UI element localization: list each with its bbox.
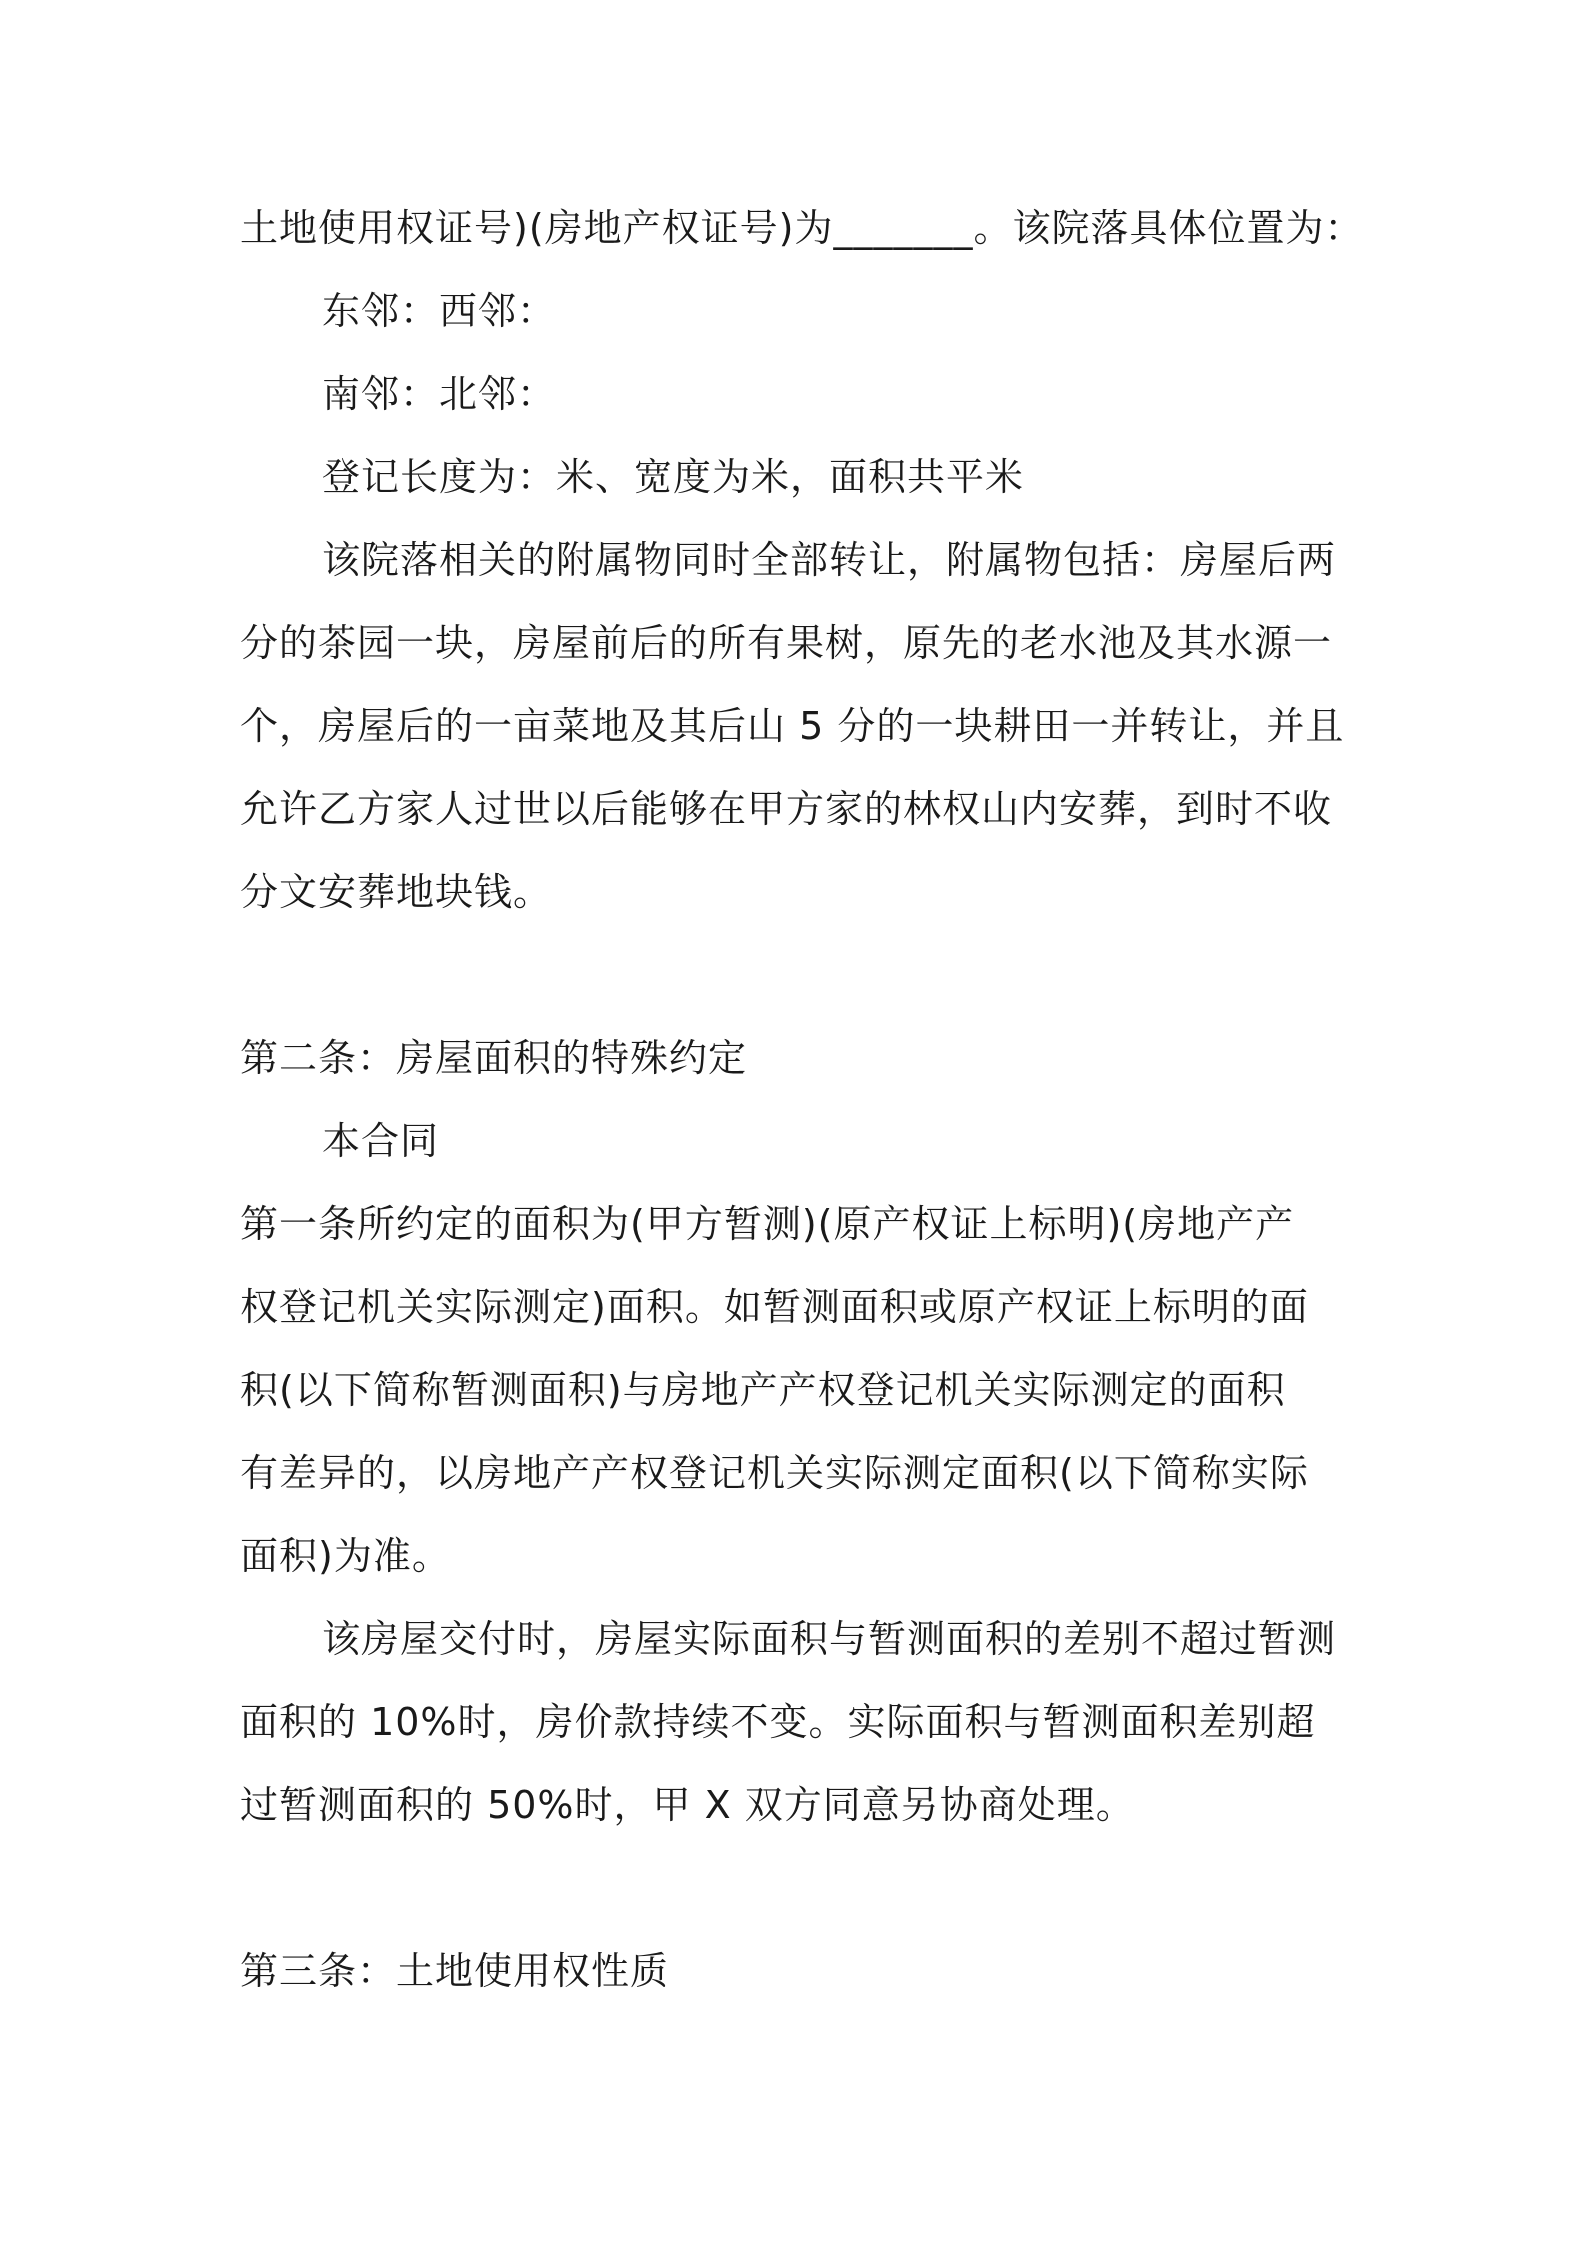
paragraph-line: 分的茶园一块，房屋前后的所有果树，原先的老水池及其水源一 xyxy=(240,621,1333,665)
paragraph-line: 土地使用权证号)(房地产权证号)为_______。该院落具体位置为： xyxy=(240,206,1364,250)
paragraph-line: 过暂测面积的 50%时，甲 X 双方同意另协商处理。 xyxy=(240,1783,1135,1827)
paragraph-line: 权登记机关实际测定)面积。如暂测面积或原产权证上标明的面 xyxy=(240,1285,1309,1329)
paragraph-line: 面积)为准。 xyxy=(240,1534,451,1578)
paragraph-line: 允许乙方家人过世以后能够在甲方家的林权山内安葬，到时不收 xyxy=(240,787,1333,831)
paragraph-line: 该院落相关的附属物同时全部转让，附属物包括：房屋后两 xyxy=(322,538,1337,582)
paragraph-line: 东邻：西邻： xyxy=(322,289,557,333)
section-heading: 第二条：房屋面积的特殊约定 xyxy=(240,1036,748,1080)
paragraph-line: 本合同 xyxy=(322,1119,440,1163)
paragraph-line: 积(以下简称暂测面积)与房地产产权登记机关实际测定的面积 xyxy=(240,1368,1286,1412)
paragraph-line: 分文安葬地块钱。 xyxy=(240,870,553,914)
paragraph-line: 个，房屋后的一亩菜地及其后山 5 分的一块耕田一并转让，并且 xyxy=(240,704,1345,748)
paragraph-line: 第一条所约定的面积为(甲方暂测)(原产权证上标明)(房地产产 xyxy=(240,1202,1295,1246)
section-heading: 第三条：土地使用权性质 xyxy=(240,1949,670,1993)
paragraph-line: 登记长度为：米、宽度为米，面积共平米 xyxy=(322,455,1025,499)
paragraph-line: 面积的 10%时，房价款持续不变。实际面积与暂测面积差别超 xyxy=(240,1700,1316,1744)
paragraph-line: 该房屋交付时，房屋实际面积与暂测面积的差别不超过暂测 xyxy=(322,1617,1337,1661)
paragraph-line: 南邻：北邻： xyxy=(322,372,557,416)
paragraph-line: 有差异的，以房地产产权登记机关实际测定面积(以下简称实际 xyxy=(240,1451,1309,1495)
